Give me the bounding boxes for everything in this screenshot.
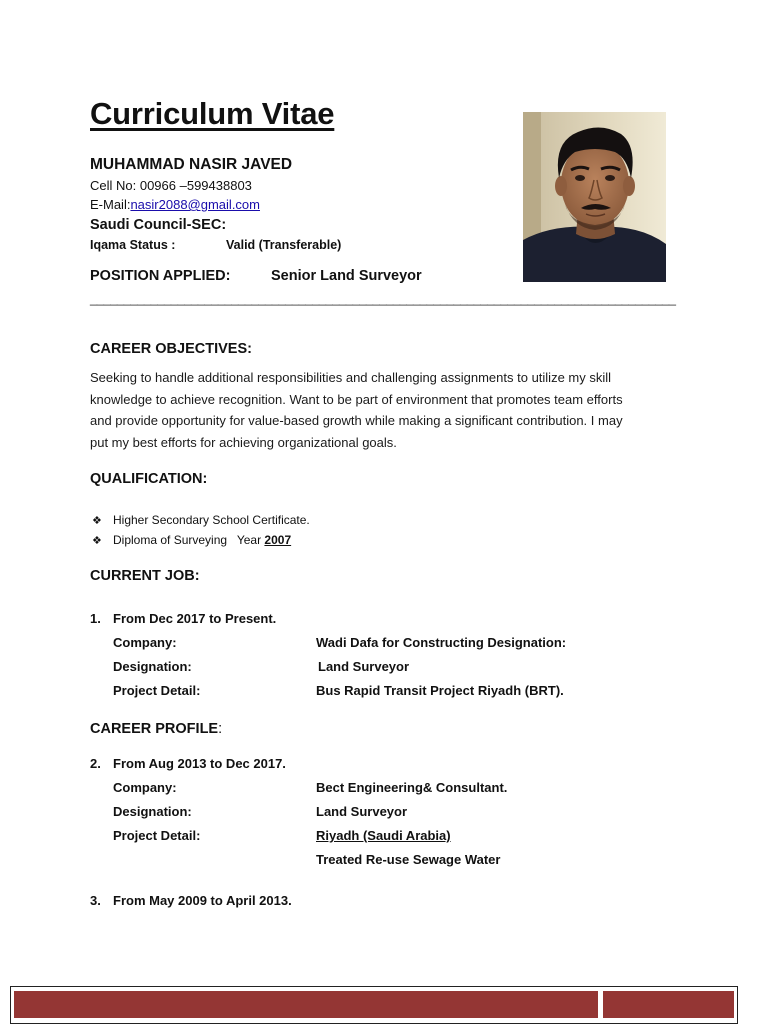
- company-label: Company:: [113, 780, 177, 795]
- diamond-bullet-icon: ❖: [92, 535, 102, 547]
- objective-line: and provide opportunity for value-based growth while making a significant contribution. I may: [90, 413, 623, 429]
- iqama-value: Valid (Transferable): [226, 238, 342, 252]
- career-profile-heading-text: CAREER PROFILE: [90, 721, 219, 737]
- qualification-text: Diploma of Surveying Year: [113, 533, 265, 547]
- position-value: Senior Land Surveyor: [271, 268, 422, 284]
- position-label: POSITION APPLIED:: [90, 268, 231, 284]
- email-link[interactable]: nasir2088@gmail.com: [130, 197, 260, 212]
- project-place: Riyadh (Saudi Arabia): [316, 828, 451, 843]
- job-period: From Aug 2013 to Dec 2017.: [113, 756, 286, 771]
- email-line: [90, 197, 260, 212]
- company-value: Wadi Dafa for Constructing Designation:: [316, 635, 567, 650]
- qualification-item: [92, 533, 291, 547]
- job-number: 2.: [90, 756, 101, 771]
- objective-line: Seeking to handle additional responsibilities and challenging assignments to utilize my skill: [90, 370, 612, 385]
- company-label: Company:: [113, 635, 177, 650]
- job-number: 3.: [90, 893, 101, 908]
- project-label: Project Detail:: [113, 683, 201, 698]
- designation-value: Land Surveyor: [316, 804, 408, 819]
- designation-label: Designation:: [113, 659, 192, 674]
- job-period: From Dec 2017 to Present.: [113, 611, 277, 626]
- document-title: Curriculum Vitae: [90, 96, 335, 131]
- qualification-heading: QUALIFICATION:: [90, 471, 208, 487]
- career-profile-heading: [90, 721, 222, 737]
- qualification-text: Higher Secondary School Certificate.: [113, 513, 310, 527]
- career-objectives-text: [90, 367, 680, 454]
- job-number: 1.: [90, 611, 101, 626]
- qualification-year: 2007: [264, 533, 292, 547]
- project-name: Treated Re-use Sewage Water: [316, 852, 501, 867]
- designation-label: Designation:: [113, 804, 192, 819]
- objective-line: knowledge to achieve recognition. Want to be part of environment that promotes team efforts: [90, 391, 623, 407]
- objective-line: put my best efforts for achieving organizational goals.: [90, 435, 397, 451]
- company-value: Bect Engineering& Consultant.: [316, 780, 508, 795]
- header-divider: _______________________________________________________________________________________: [90, 291, 676, 306]
- diamond-bullet-icon: ❖: [92, 515, 102, 527]
- current-job-heading: CURRENT JOB:: [90, 568, 200, 584]
- designation-value: Land Surveyor: [318, 659, 410, 674]
- career-profile-colon: :: [218, 721, 223, 737]
- footer-bar-right: [603, 991, 734, 1018]
- profile-photo-image: [523, 112, 666, 282]
- project-value: Bus Rapid Transit Project Riyadh (BRT).: [316, 683, 564, 698]
- footer-bar-left: [14, 991, 598, 1018]
- profile-photo: [523, 112, 666, 282]
- project-label: Project Detail:: [113, 828, 201, 843]
- council-line: Saudi Council-SEC:: [90, 217, 227, 233]
- email-label: E-Mail:: [90, 197, 131, 212]
- candidate-name: MUHAMMAD NASIR JAVED: [90, 156, 293, 173]
- iqama-label: Iqama Status :: [90, 238, 176, 252]
- cell-number: Cell No: 00966 –599438803: [90, 178, 252, 193]
- job-period: From May 2009 to April 2013.: [113, 893, 292, 908]
- qualification-item: [92, 513, 310, 527]
- career-objectives-heading: CAREER OBJECTIVES:: [90, 341, 252, 357]
